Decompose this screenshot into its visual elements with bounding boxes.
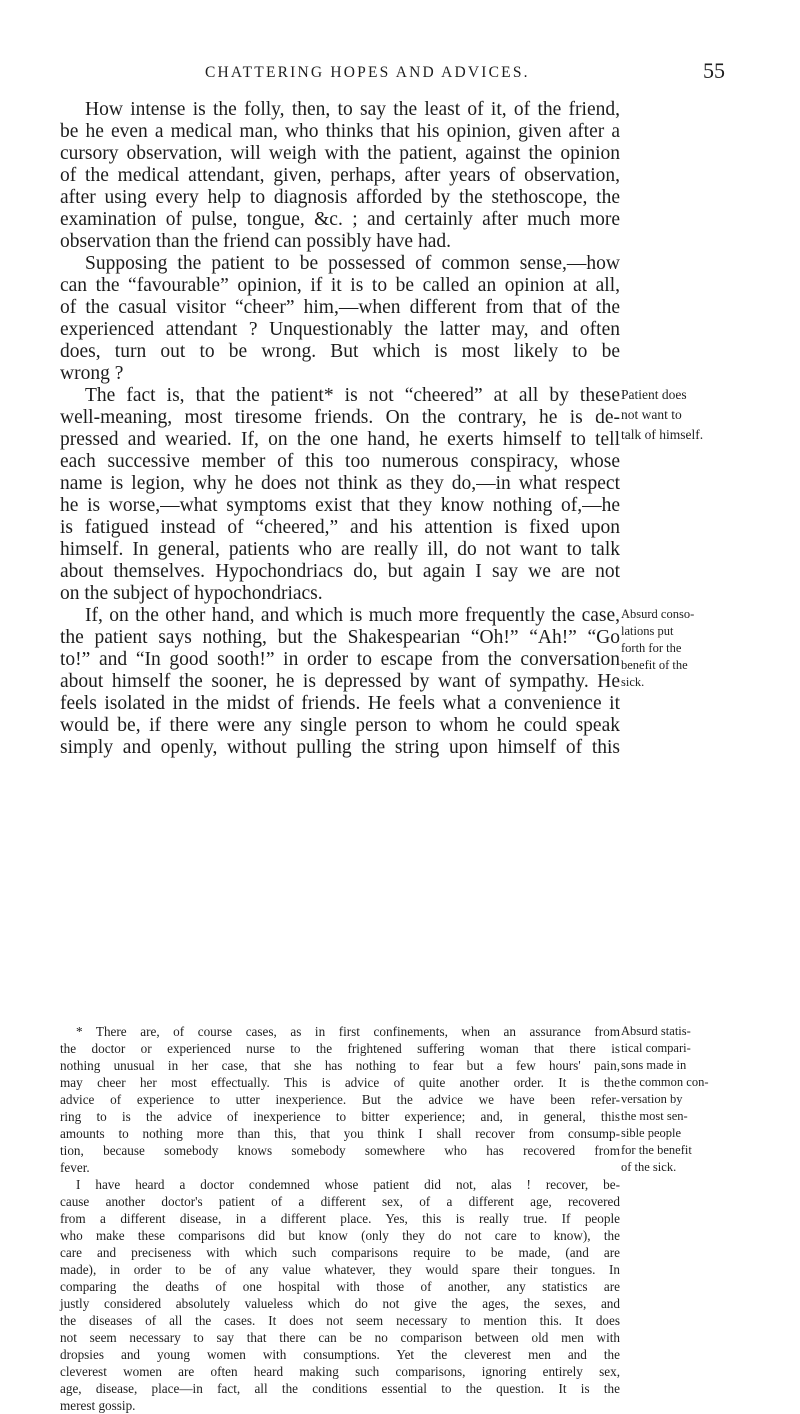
body-line: be he even a medical man, who thinks that his opinion, given after a xyxy=(60,121,620,142)
side-note-line: forth for the xyxy=(621,641,682,655)
body-line: about himself the sooner, he is depressed by want of sympathy. He xyxy=(60,671,620,692)
footnote-line: tion, because somebody knows somebody somewhere who has recovered from xyxy=(60,1143,620,1158)
side-note-line: the common con- xyxy=(621,1075,709,1089)
body-line: If, on the other hand, and which is much more frequently the case, xyxy=(85,605,620,626)
body-line: The fact is, that the patient* is not “cheered” at all by these xyxy=(85,385,620,406)
side-note-consolations xyxy=(621,606,796,691)
side-note-line: Patient does xyxy=(621,387,687,402)
side-note-line: talk of himself. xyxy=(621,427,704,442)
side-note-line: sick. xyxy=(621,675,645,689)
body-line: is fatigued instead of “cheered,” and his attention is fixed upon xyxy=(60,517,620,538)
side-note-line: of the sick. xyxy=(621,1160,677,1174)
page-number: 55 xyxy=(703,58,725,83)
body-line: after using every help to diagnosis afforded by the stethoscope, the xyxy=(60,187,620,208)
body-line: simply and openly, without pulling the string upon himself of this xyxy=(60,737,620,758)
body-line: observation than the friend can possibly have had. xyxy=(60,231,451,252)
page-header xyxy=(0,58,800,94)
side-note-line: not want to xyxy=(621,407,682,422)
side-note-line: benefit of the xyxy=(621,658,688,672)
side-note-line: sons made in xyxy=(621,1058,687,1072)
body-line: of the casual visitor “cheer” him,—when different from that of the xyxy=(60,297,620,318)
footnote-line: merest gossip. xyxy=(60,1398,136,1413)
footnote-line: amounts to nothing more than this, that you think I shall recover from consump- xyxy=(60,1126,620,1141)
body-line: the patient says nothing, but the Shakespearian “Oh!” “Ah!” “Go xyxy=(60,627,620,648)
body-line: about themselves. Hypochondriacs do, but again I say we are not xyxy=(60,561,620,582)
body-line: well-meaning, most tiresome friends. On the contrary, he is de- xyxy=(60,407,620,428)
side-note-line: tical compari- xyxy=(621,1041,691,1055)
footnote-line: nothing unusual in her case, that she has nothing to fear but a few hours' pain, xyxy=(60,1058,620,1073)
body-line: himself. In general, patients who are really ill, do not want to talk xyxy=(60,539,620,560)
footnote-line: not seem necessary to say that there can be no comparison between old men with xyxy=(60,1330,620,1345)
body-line: wrong ? xyxy=(60,363,124,384)
body-line: feels isolated in the midst of friends. He feels what a convenience it xyxy=(60,693,620,714)
footnote-line: fever. xyxy=(60,1160,90,1175)
body-line: of the medical attendant, given, perhaps, after years of observation, xyxy=(60,165,620,186)
footnote-line: care and preciseness with which such comparisons require to be made, (and are xyxy=(60,1245,620,1260)
running-head: CHATTERING HOPES AND ADVICES. xyxy=(205,64,530,81)
body-line: each successive member of this too numerous conspiracy, whose xyxy=(60,451,620,472)
side-note-line: lations put xyxy=(621,624,674,638)
footnote-line: made), in order to be of any value whatever, they would spare their tongues. In xyxy=(60,1262,620,1277)
footnote-line: justly considered absolutely valueless which do not give the ages, the sexes, and xyxy=(60,1296,620,1311)
footnote-line: ring to is the advice of inexperience to bitter experience; and, in general, this xyxy=(60,1109,620,1124)
footnote-line: the diseases of all the cases. It does not seem necessary to mention this. It does xyxy=(60,1313,620,1328)
body-line: examination of pulse, tongue, &c. ; and certainly after much more xyxy=(60,209,620,230)
body-line: name is legion, why he does not think as they do,—in what respect xyxy=(60,473,620,494)
body-line: pressed and wearied. If, on the one hand, he exerts himself to tell xyxy=(60,429,620,450)
body-line: How intense is the folly, then, to say the least of it, of the friend, xyxy=(85,99,620,120)
side-note-line: the most sen- xyxy=(621,1109,688,1123)
footnote-line: comparing the deaths of one hospital with those of another, any statistics are xyxy=(60,1279,620,1294)
body-line: experienced attendant ? Unquestionably the latter may, and often xyxy=(60,319,620,340)
side-note-line: sible people xyxy=(621,1126,682,1140)
body-line: would be, if there were any single person to whom he could speak xyxy=(60,715,620,736)
footnote-line: dropsies and young women with consumptions. Yet the cleverest men and the xyxy=(60,1347,620,1362)
footnote-line: * There are, of course cases, as in first confinements, when an assurance from xyxy=(76,1024,620,1039)
footnote-line: from a different disease, in a different place. Yes, this is really true. If people xyxy=(60,1211,620,1226)
footnote-line: age, disease, place—in fact, all the conditions essential to the question. It is the xyxy=(60,1381,620,1396)
body-line: Supposing the patient to be possessed of common sense,—how xyxy=(85,253,620,274)
side-note-line: for the benefit xyxy=(621,1143,692,1157)
body-line: can the “favourable” opinion, if it is to be called an opinion at all, xyxy=(60,275,620,296)
body-line: on the subject of hypochondriacs. xyxy=(60,583,323,604)
footnote-line: who make these comparisons did but know (only they do not care to know), the xyxy=(60,1228,620,1243)
side-note-line: Absurd statis- xyxy=(621,1024,691,1038)
side-note-patient xyxy=(621,385,796,445)
side-note-line: Absurd conso- xyxy=(621,607,695,621)
footnote-line: advice of experience to utter inexperience. But the advice we have been refer- xyxy=(60,1092,620,1107)
footnote-line: I have heard a doctor condemned whose patient did not, alas ! recover, be- xyxy=(76,1177,620,1192)
footnote-line: the doctor or experienced nurse to the frightened suffering woman that there is xyxy=(60,1041,620,1056)
footnote-line: may cheer her most effectually. This is advice of quite another order. It is the xyxy=(60,1075,620,1090)
side-note-line: versation by xyxy=(621,1092,683,1106)
side-note-statistics xyxy=(621,1023,796,1176)
body-line: does, turn out to be wrong. But which is most likely to be xyxy=(60,341,620,362)
footnote-line: cleverest women are often heard making such comparisons, ignoring entirely sex, xyxy=(60,1364,620,1379)
body-line: he is worse,—what symptoms exist that they know nothing of,—he xyxy=(60,495,620,516)
footnote-line: cause another doctor's patient of a different sex, of a different age, recovered xyxy=(60,1194,620,1209)
body-line: cursory observation, will weigh with the patient, against the opinion xyxy=(60,143,620,164)
body-line: to!” and “In good sooth!” in order to escape from the conversation xyxy=(60,649,620,670)
